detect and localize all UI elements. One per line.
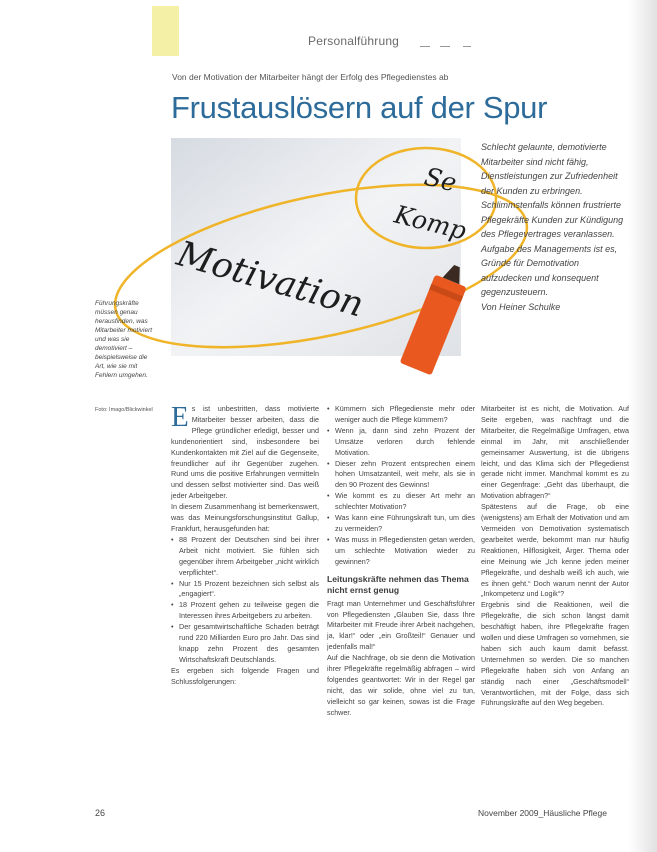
list-item: • Kümmern sich Pflegedienste mehr oder weniger auch die Pflege kümmern? — [327, 404, 475, 426]
photo-word-komp: Komp — [391, 199, 470, 246]
article-column-2 — [327, 404, 475, 719]
section-label: Personalführung — [308, 34, 400, 48]
list-item: • Was kann eine Führungskraft tun, um dies zu vermeiden? — [327, 513, 475, 535]
list-item: • Dieser zehn Prozent entsprechen einem hohen Umsatzanteil, weit mehr, als sie in den 90 Prozent des Gewinns! — [327, 459, 475, 492]
list-item: • Was muss in Pflegediensten getan werden, um schlechte Motivation wieder zu gewinnen? — [327, 535, 475, 568]
article-column-1 — [171, 401, 319, 688]
paragraph: Ergebnis sind die Reaktionen, weil die Pflegekräfte, die sich schon längst damit beschäftigt haben, ihre Pflegekräfte fragen wollen und diese Umfragen so vornehmen, sie haben sich auch kaum damit befasst. Unternehmen so werden. Die so manchen Pflegekräfte haben sich von Anfang an ständig nach einer „Geschäftsmodell“ Verantwortlichen, mit der Folge, dass sich Führungskräfte auf den Weg begeben. — [481, 600, 629, 708]
paragraph: Fragt man Unternehmer und Geschäftsführer von Pflegediensten „Glauben Sie, dass Ihre Mitarbeiter mit Freude ihrer Arbeit nachgehen, ja, klar!“ oder „ein Großteil!“ Genauer und jedenfalls mal!“ — [327, 598, 475, 652]
photo-word-se: Se — [421, 161, 460, 198]
subheading: Leitungskräfte nehmen das Thema nicht ernst genug — [327, 573, 469, 595]
issue-footer: November 2009_Häusliche Pflege — [478, 808, 607, 818]
photo-illustration — [171, 138, 470, 356]
intro-author: Von Heiner Schulke — [481, 301, 561, 312]
intro-text — [481, 140, 631, 314]
photo-word-motivation: Motivation — [172, 234, 368, 326]
article-column-3 — [481, 404, 629, 709]
list-item: • Der gesamtwirtschaftliche Schaden beträgt rund 220 Milliarden Euro pro Jahr. Das sind knapp zehn Prozent des gesamten Wirtschaftskraft Deutschlands. — [171, 622, 319, 666]
drop-cap: E — [171, 401, 189, 433]
list-item: • 18 Prozent gehen zu teilweise gegen die Interessen ihres Arbeitgebers zu arbeiten. — [171, 600, 319, 622]
paragraph: Es ergeben sich folgende Fragen und Schlussfolgerungen: — [171, 665, 319, 686]
kicker-line: Von der Motivation der Mitarbeiter hängt der Erfolg des Pflegedienstes ab — [172, 72, 449, 82]
section-rule — [463, 46, 471, 47]
headline: Frustauslösern auf der Spur — [171, 90, 548, 125]
list-item: • Nur 15 Prozent bezeichnen sich selbst als „engagiert“. — [171, 579, 319, 601]
page-edge-shadow — [629, 0, 657, 852]
page-number: 26 — [95, 808, 106, 818]
paragraph: Auf die Nachfrage, ob sie denn die Motivation ihrer Pflegekräfte regelmäßig abfragen – wird folgendes geantwortet: Wir in der Regel gar nicht, das wir solide, ohne viel zu tun, vielleicht so gar keinen, sowas ist die Frage schwer. — [327, 653, 475, 717]
article-photo — [171, 138, 470, 356]
paragraph: Spätestens auf die Frage, ob eine (wenigstens) am Erhalt der Motivation und am Vermeiden von Demotivation systematisch gearbeitet werde, bekommt man nur häufig Reaktionen, Hilflosigkeit, Ärger. Thema oder eine Meinung wie „Ich kenne jeden meiner Pflegekräfte, und deshalb weiß ich auch, wie es ihnen geht.“ Doch warum nennt der Autor „Inkompetenz und Logik“? — [481, 502, 629, 599]
photo-caption: Führungskräfte müssen genau herausfinden, was Mitarbeiter motiviert und was sie demotiviert – beispielsweise die Art, wie sie mit Fehlern umgehen. — [95, 300, 153, 379]
section-rule — [420, 46, 430, 47]
paragraph-text: s ist unbestritten, dass motivierte Mitarbeiter besser arbeiten, dass die Pflege gründlicher erledigt, besser und kundenorientiert sind, insbesondere bei Kundenkontakten mit Ziel auf die Gegenseite, freundlicher auf ihr Gegenüber zugehen. Rund ums die positive Erfahrungen vermitteln und dessen selbst motivierter sind. Das weiß jeder Arbeitgeber. — [171, 404, 319, 501]
list-item: • 88 Prozent der Deutschen sind bei ihrer Arbeit nicht motiviert. Sie fühlen sich gegenüber ihrem Arbeitgeber „nicht wirklich verpflichtet“. — [171, 535, 319, 579]
sticky-note — [152, 6, 179, 56]
photo-credit: Foto: Imago/Blickwinkel — [95, 407, 153, 413]
bullet-list — [171, 535, 319, 666]
paragraph: Mitarbeiter ist es nicht, die Motivation. Auf Seite ergeben, was nachfragt und die Mitarbeiter, die Regelmäßige Umfragen, etwa einmal im Jahr, mit anschließender gemeinsamer Auswertung, ist die übrigens leicht, und das Klima sich der Pflegedienst gerade nicht immer. Manchmal kommt es zu einer Gegenfrage: „Geht das überhaupt, die Motivation abfragen?“ — [481, 404, 629, 501]
section-rule — [440, 46, 450, 47]
list-item: • Wie kommt es zu dieser Art mehr an schlechter Motivation? — [327, 491, 475, 513]
paragraph: In diesem Zusammenhang ist bemerkenswert, was das Meinungsforschungsinstitut Gallup, Frankfurt, herausgefunden hat: — [171, 502, 319, 533]
intro-paragraph: Schlecht gelaunte, demotivierte Mitarbeiter sind nicht fähig, Dienstleistungen zur Zufriedenheit der Kunden zu erbringen. Schlimmstenfalls können frustrierte Pflegekräfte Kunden zur Kündigung des Pflegevertrages veranlassen. Aufgabe des Managements ist es, Gründe für Demotivation aufzudecken und konsequent gegenzusteuern. — [481, 142, 624, 297]
bullet-list — [327, 404, 475, 568]
list-item: • Wenn ja, dann sind zehn Prozent der Umsätze verloren durch fehlende Motivation. — [327, 426, 475, 459]
paragraph — [171, 401, 319, 502]
